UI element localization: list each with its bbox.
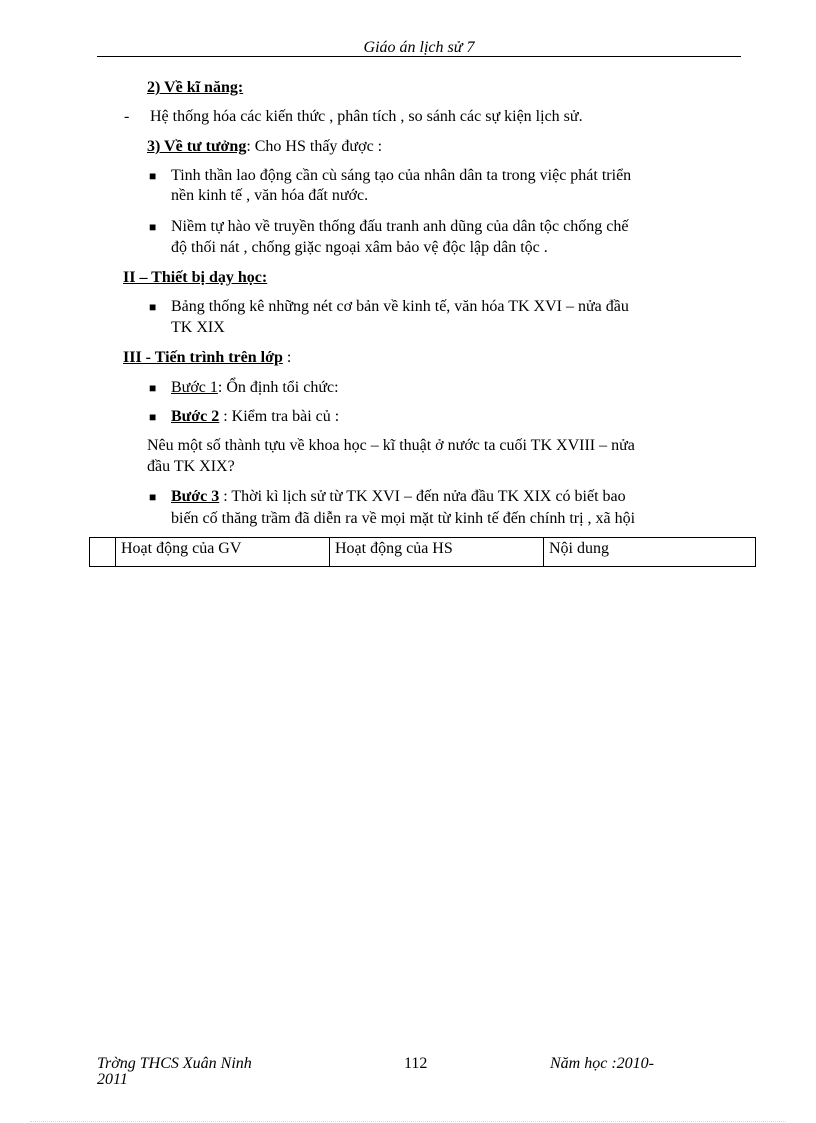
footer-page-number: 112 xyxy=(404,1055,428,1072)
thought-heading: 3) Về tư tưởng xyxy=(147,138,247,155)
footer-school-year-end: 2011 xyxy=(97,1071,128,1088)
bullet-icon: ■ xyxy=(149,220,157,234)
table-cell-empty xyxy=(90,538,116,567)
thought-item-1-line-2: nền kinh tế , văn hóa đất nước. xyxy=(171,187,369,204)
process-heading: III - Tiến trình trên lớp xyxy=(123,349,283,366)
bullet-icon: ■ xyxy=(149,300,157,314)
step-1-line xyxy=(171,378,339,398)
footer-school: Trờng THCS Xuân Ninh xyxy=(97,1055,252,1072)
page-bottom-edge xyxy=(30,1121,786,1122)
equipment-item-line-1: Bảng thống kê những nét cơ bản về kinh tế, văn hóa TK XVI – nửa đầu xyxy=(171,298,629,315)
thought-heading-rest: : Cho HS thấy được : xyxy=(246,138,383,155)
step-2-text: : Kiểm tra bài củ : xyxy=(219,408,340,425)
bullet-icon: ■ xyxy=(149,410,157,424)
review-question-line-2: đầu TK XIX? xyxy=(147,458,235,475)
thought-item-2-line-2: độ thối nát , chống giặc ngoại xâm bảo vệ độc lập dân tộc . xyxy=(171,239,548,256)
step-2-line xyxy=(171,407,339,427)
bullet-icon: ■ xyxy=(149,381,157,395)
review-question-line-1: Nêu một số thành tựu về khoa học – kĩ thuật ở nước ta cuối TK XVIII – nửa xyxy=(147,437,635,454)
thought-item-1-line-1: Tinh thần lao động cần cù sáng tạo của nhân dân ta trong việc phát triển xyxy=(171,167,632,184)
bullet-icon: ■ xyxy=(149,490,157,504)
process-heading-line xyxy=(123,348,291,368)
skills-item: Hệ thống hóa các kiến thức , phân tích , so sánh các sự kiện lịch sử. xyxy=(150,108,583,125)
process-heading-rest: : xyxy=(282,349,292,366)
table-header-content: Nội dung xyxy=(544,538,756,567)
equipment-heading: II – Thiết bị dạy học: xyxy=(123,269,268,286)
skills-heading: 2) Về kĩ năng: xyxy=(147,79,244,96)
step-3-line-2: biến cố thăng trầm đã diễn ra về mọi mặt từ kinh tế đến chính trị , xã hội xyxy=(171,510,636,527)
header-rule xyxy=(97,56,741,57)
table-header-row xyxy=(90,538,756,567)
thought-item-2-line-1: Niềm tự hào về truyền thống đấu tranh anh dũng của dân tộc chống chế xyxy=(171,218,629,235)
bullet-icon: ■ xyxy=(149,169,157,183)
table-header-student: Hoạt động của HS xyxy=(330,538,544,567)
footer-school-year: Năm học :2010- xyxy=(550,1055,654,1072)
thought-heading-line xyxy=(147,137,382,157)
table-header-teacher: Hoạt động của GV xyxy=(116,538,330,567)
activity-table xyxy=(89,537,756,567)
step-1-text: : Ổn định tổi chức: xyxy=(217,379,339,396)
dash-marker: - xyxy=(124,108,130,125)
step-3-line xyxy=(171,487,626,507)
step-2-label: Bước 2 xyxy=(171,408,220,425)
step-3-text: : Thời kì lịch sử từ TK XVI – đến nửa đầu TK XIX có biết bao xyxy=(219,488,626,505)
step-3-label: Bước 3 xyxy=(171,488,220,505)
step-1-label: Bước 1 xyxy=(171,379,218,396)
equipment-item-line-2: TK XIX xyxy=(171,319,225,336)
header-title: Giáo án lịch sử 7 xyxy=(363,39,475,56)
